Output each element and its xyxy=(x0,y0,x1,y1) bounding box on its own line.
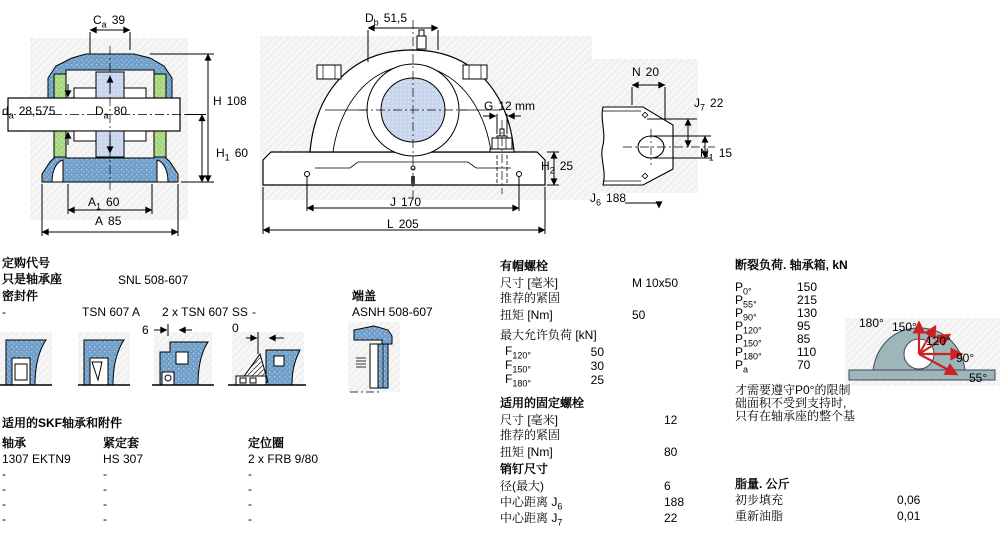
dim-j6: $J_6$ 188 xyxy=(590,191,627,208)
table-cell: - xyxy=(2,512,6,526)
p0-value: 150 xyxy=(797,280,818,294)
p90-label: $P_{90^\circ}$ xyxy=(735,306,757,323)
fixing-bolt-size-label: 尺寸 [毫米] xyxy=(500,413,559,427)
dim-g: G 12 mm xyxy=(484,99,536,113)
seal-thumb-tsn-a xyxy=(78,330,130,390)
bearings-col-rings: 定位圈 xyxy=(248,436,285,450)
p120-value: 95 xyxy=(797,319,811,333)
note-line-2: 础面积不受到支持时, xyxy=(735,396,847,410)
dim-n: N 20 xyxy=(632,65,660,79)
cap-bolt-torque-value: 50 xyxy=(632,308,646,322)
seal-gap-6: 6 xyxy=(142,323,149,337)
dim-db: $D_b$ 51,5 xyxy=(365,11,408,28)
pin-diameter-value: 6 xyxy=(664,479,671,493)
p55-value: 215 xyxy=(797,293,818,307)
seal-option-4: - xyxy=(252,305,256,319)
end-cover-designation: ASNH 508-607 xyxy=(352,305,433,319)
table-cell: - xyxy=(2,467,6,481)
bearings-col-sleeve: 紧定套 xyxy=(103,436,140,450)
load-f180-label: $F_{180^\circ}$ xyxy=(505,372,531,389)
dim-a1: $A_1$ 60 xyxy=(88,195,120,212)
p150-label: $P_{150^\circ}$ xyxy=(735,332,762,349)
end-cover-label: 端盖 xyxy=(352,289,377,303)
bearing-designation: 1307 EKTN9 xyxy=(2,452,71,466)
seal-gap-0: 0 xyxy=(232,321,239,335)
table-cell: - xyxy=(2,497,6,511)
breaking-loads-title: 断裂负荷. 轴承箱, kN xyxy=(735,258,848,272)
housing-designation: SNL 508-607 xyxy=(118,273,189,287)
p120-label: $P_{120^\circ}$ xyxy=(735,319,762,336)
dim-a: A 85 xyxy=(95,214,122,228)
table-cell: - xyxy=(103,497,107,511)
dim-Da: $D_a$ 80 xyxy=(95,104,128,121)
table-cell: - xyxy=(2,482,6,496)
bearings-col-bearing: 轴承 xyxy=(2,436,27,450)
seal-option-1: - xyxy=(2,305,6,319)
table-cell: - xyxy=(248,497,252,511)
fixing-bolt-torque-label-1: 推荐的紧固 xyxy=(500,428,561,442)
load-f120-value: 50 xyxy=(590,345,604,359)
seal-option-3: 2 x TSN 607 SS xyxy=(162,305,248,319)
pa-value: 70 xyxy=(797,358,811,372)
table-cell: - xyxy=(248,482,252,496)
dim-da: $d_a$ 28,575 xyxy=(2,104,56,121)
cap-bolt-size-value: M 10x50 xyxy=(632,276,679,290)
dim-l: L 205 xyxy=(387,217,419,231)
seal-thumb-taconite xyxy=(228,320,306,392)
grease-relube-value: 0,01 xyxy=(897,509,921,523)
ordering-title: 定购代号 xyxy=(2,256,51,270)
angle-label-120: 120° xyxy=(926,334,951,348)
pins-title: 销钉尺寸 xyxy=(500,462,549,476)
dim-n1: $N_1$ 15 xyxy=(700,146,733,163)
table-cell: - xyxy=(103,512,107,526)
note-line-3: 只有在轴承座的整个基 xyxy=(735,409,856,423)
pin-j6-label: 中心距离 $J_6$ xyxy=(500,495,563,512)
load-f120-label: $F_{120^\circ}$ xyxy=(505,344,531,361)
pa-label: $P_a$ xyxy=(735,358,749,375)
p150-value: 85 xyxy=(797,332,811,346)
dim-h1: $H_1$ 60 xyxy=(216,146,249,163)
grease-initial-label: 初步填充 xyxy=(735,493,784,507)
fixing-bolt-torque-value: 80 xyxy=(664,445,678,459)
dim-h2: $H_2$ 25 xyxy=(541,159,574,176)
angle-label-180: 180° xyxy=(859,316,884,330)
angle-label-150: 150° xyxy=(892,320,917,334)
front-section-view xyxy=(0,8,250,246)
fixing-bolts-title: 适用的固定螺栓 xyxy=(500,396,585,410)
pin-j6-value: 188 xyxy=(664,495,685,509)
dim-ca: $C_a$ 39 xyxy=(93,13,126,30)
fixing-bolt-torque-label-2: 扭矩 [Nm] xyxy=(500,445,553,459)
dim-j7: $J_7$ 22 xyxy=(694,96,724,113)
pin-j7-label: 中心距离 $J_7$ xyxy=(500,511,563,528)
pin-j7-value: 22 xyxy=(664,511,678,525)
dim-j: J 170 xyxy=(390,195,422,209)
seals-label: 密封件 xyxy=(2,289,39,303)
base-plate xyxy=(263,152,545,185)
sleeve-designation: HS 307 xyxy=(103,452,144,466)
p90-value: 130 xyxy=(797,306,818,320)
p180-value: 110 xyxy=(797,345,817,359)
grease-initial-value: 0,06 xyxy=(897,493,921,507)
end-cover-thumb xyxy=(348,322,400,396)
cap-bolt-torque-label-2: 扭矩 [Nm] xyxy=(500,308,553,322)
seal-thumb-tsn-ss xyxy=(152,322,214,390)
load-f150-label: $F_{150^\circ}$ xyxy=(505,358,531,375)
table-cell: - xyxy=(103,482,107,496)
seal-thumb-plain xyxy=(0,330,52,390)
max-load-title: 最大允许负荷 [kN] xyxy=(500,328,597,342)
fixing-bolt-size-value: 12 xyxy=(664,413,678,427)
note-line-1: 才需要遵守P0°的限制 xyxy=(735,383,851,397)
angle-label-55: 55° xyxy=(969,371,988,385)
elevation-view xyxy=(255,8,600,240)
angle-label-90: 90° xyxy=(956,351,975,365)
p0-label: $P_{0^\circ}$ xyxy=(735,280,752,297)
p180-label: $P_{180^\circ}$ xyxy=(735,345,762,362)
grease-nipple xyxy=(417,36,426,49)
cap-bolt-size-label: 尺寸 [毫米] xyxy=(500,276,559,290)
load-f180-value: 25 xyxy=(590,373,604,387)
table-cell: - xyxy=(248,467,252,481)
grease-relube-label: 重新油脂 xyxy=(735,509,784,523)
cap-bolt-torque-label-1: 推荐的紧固 xyxy=(500,291,561,305)
cap-bolts-title: 有帽螺栓 xyxy=(500,259,549,273)
housing-only-label: 只是轴承座 xyxy=(2,272,63,286)
grease-title: 脂量. 公斤 xyxy=(735,477,790,491)
pin-diameter-label: 径(最大) xyxy=(500,479,544,493)
seal-option-2: TSN 607 A xyxy=(82,305,141,319)
table-cell: - xyxy=(248,512,252,526)
load-f150-value: 30 xyxy=(590,359,604,373)
table-cell: - xyxy=(103,467,107,481)
dim-h: H 108 xyxy=(213,94,247,108)
p55-label: $P_{55^\circ}$ xyxy=(735,293,757,310)
bearings-title: 适用的SKF轴承和附件 xyxy=(2,416,123,430)
ring-designation: 2 x FRB 9/80 xyxy=(248,452,319,466)
